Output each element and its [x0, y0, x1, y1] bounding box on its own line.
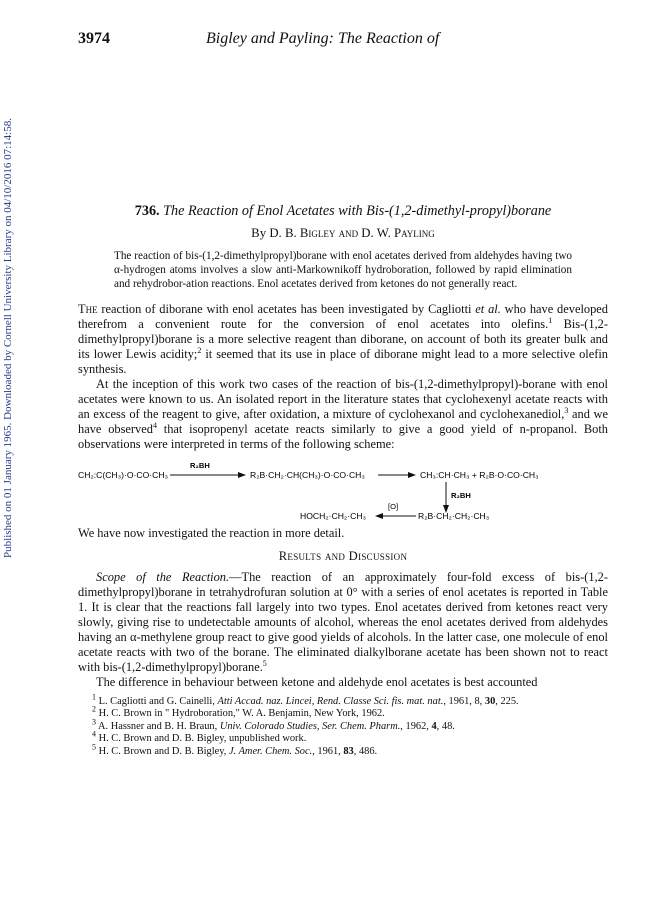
section-heading: Results and Discussion [278, 549, 408, 563]
paragraph-4 [78, 570, 608, 675]
paragraph-text: Bis-(1,2-dimethylpropyl)borane is a more selective reagent than diborane, on account of both its greater bulk and its lower Lewis acidity; [78, 317, 608, 361]
running-header [78, 30, 598, 54]
footnote-pages: , 225. [495, 696, 519, 707]
paragraph-text: and we have observed [78, 407, 608, 436]
provenance-sidebar [0, 0, 20, 911]
running-head-title: Bigley and Payling: The Reaction of [206, 30, 440, 47]
footnote-number: 5 [92, 742, 96, 752]
provenance-text: Published on 01 January 1965. Downloaded by Cornell University Library on 04/10/2016 07:14:58. [2, 118, 14, 558]
footnote-volume: 30 [484, 696, 496, 707]
reaction-scheme-svg [78, 458, 608, 522]
ref-5: 5 [262, 658, 267, 668]
footnote-number: 3 [92, 717, 96, 727]
article-number: 736. [134, 203, 160, 219]
scheme-reagent-1: R₂BH [190, 461, 210, 470]
footnote-journal: Atti Accad. naz. Lincei, Rend. Classe Sci. fis. mat. nat. [217, 696, 444, 707]
footnote-pages: , 48. [436, 720, 455, 732]
article-title: The Reaction of Enol Acetates with Bis-(1,2-dimethyl-propyl)borane [163, 203, 552, 219]
scheme-reagent-3: [O] [388, 502, 399, 511]
paragraph-text: —The reaction of an approximately four-fold excess of bis-(1,2-dimethylpropyl)borane in tetrahydrofuran solution at 0° with a series of enol acetates is reported in Table 1. It is clear that the reactions fall largely into two types. Enol acetates derived from ketones react very slowly, giving rise to undetectable amounts of alcohol, whereas the enol acetates derived from aldehydes having an α-methylene group react to give good yields of alcohols. In the latter case, one molecule of enol acetate reacts with two of the borane. The eliminated dialkylborane acetate has been shown not to react with bis-(1,2-dimethylpropyl)borane. [78, 570, 608, 674]
article-title-block [78, 203, 608, 220]
author-names: D. B. Bigley and D. W. Payling [269, 226, 435, 240]
ref-1: 1 [548, 315, 553, 325]
by-word: By [251, 226, 267, 240]
paragraph-text: who have developed therefrom a convenient route for the conversion of enol acetates into olefins. [78, 302, 608, 331]
footnote-text: L. Cagliotti and G. Cainelli, [98, 696, 218, 707]
scheme-alkylborane: R₂B·CH₂·CH₂·CH₃ [418, 511, 490, 521]
arrow-1-head [238, 472, 246, 478]
scheme-products: CH₃:CH·CH₃ + R₂B·O·CO·CH₃ [420, 470, 539, 480]
ref-4: 4 [152, 420, 157, 430]
footnote-text: H. C. Brown in " Hydroboration," W. A. Benjamin, New York, 1962. [98, 708, 385, 720]
paragraph-5: The difference in behaviour between ketone and aldehyde enol acetates is best accounted [96, 675, 538, 689]
paragraph-3: We have now investigated the reaction in more detail. [78, 526, 345, 540]
footnote-number: 2 [92, 704, 96, 714]
scheme-final-product: HOCH₂·CH₂·CH₃ [300, 511, 367, 521]
ref-2: 2 [197, 345, 202, 355]
scheme-start-compound: CH₂:C(CH₃)·O·CO·CH₃ [78, 470, 169, 480]
paragraph-text: At the inception of this work two cases of the reaction of bis-(1,2-dimethylpropyl)-borane with enol acetates were known to us. An isolated report in the literature states that cyclohexenyl acetate reacts with an excess of the reagent to give, after oxidation, a mixture of cyclohexanol and cyclohexanediol, [78, 377, 608, 421]
footnote-number: 1 [92, 692, 96, 702]
et-al: et al. [475, 302, 501, 316]
footnote-year: , 1961, 8, [443, 696, 485, 707]
footnote [78, 742, 608, 758]
ref-3: 3 [564, 405, 569, 415]
footnote-year: , 1962, [400, 720, 432, 732]
page-number: 3974 [78, 30, 110, 47]
subsection-heading: Scope of the Reaction. [96, 570, 230, 584]
paragraph-text: it seemed that its use in place of diborane might lead to a more selective olefin synthesis. [78, 347, 608, 376]
footnote-text: H. C. Brown and D. B. Bigley, [98, 745, 229, 757]
lead-word: The [78, 302, 98, 316]
footnote [78, 717, 608, 733]
footnote [78, 704, 608, 720]
paragraph-text: reaction of diborane with enol acetates has been investigated by Cagliotti [97, 302, 476, 316]
article-content [78, 203, 608, 758]
footnote [78, 729, 608, 745]
scheme-intermediate: R₂B·CH₂·CH(CH₃)·O·CO·CH₃ [250, 470, 365, 480]
paragraph-1 [78, 302, 608, 377]
footnotes [78, 692, 608, 758]
footnote-journal: Univ. Colorado Studies, Ser. Chem. Pharm. [219, 720, 401, 732]
footnote [78, 692, 608, 708]
reaction-scheme [78, 458, 608, 522]
article-authors [78, 226, 608, 241]
arrow-2-head [408, 472, 416, 478]
footnote-number: 4 [92, 729, 96, 739]
paragraph-2 [78, 377, 608, 452]
footnote-text: H. C. Brown and D. B. Bigley, unpublished work. [98, 733, 307, 745]
footnote-text: A. Hassner and B. H. Braun, [98, 720, 220, 732]
abstract: The reaction of bis-(1,2-dimethylpropyl)borane with enol acetates derived from aldehydes having two α-hydrogen atoms involves a slow anti-Markownikoff hydroboration, followed by rapid elimination and rehydrobor-ation reactions. Enol acetates derived from ketones do not generally react. [114, 250, 572, 290]
scheme-reagent-2: R₂BH [451, 491, 471, 500]
footnote-volume: 4 [431, 720, 437, 732]
paragraph-text: that isopropenyl acetate reacts similarly to give a good yield of n-propanol. Both observations were interpreted in terms of the following scheme: [78, 422, 608, 451]
footnote-journal: J. Amer. Chem. Soc. [228, 745, 313, 757]
arrow-4-head [375, 513, 383, 519]
footnote-year: , 1961, [312, 745, 344, 757]
footnote-pages: , 486. [353, 745, 378, 757]
footnote-volume: 83 [343, 745, 354, 757]
